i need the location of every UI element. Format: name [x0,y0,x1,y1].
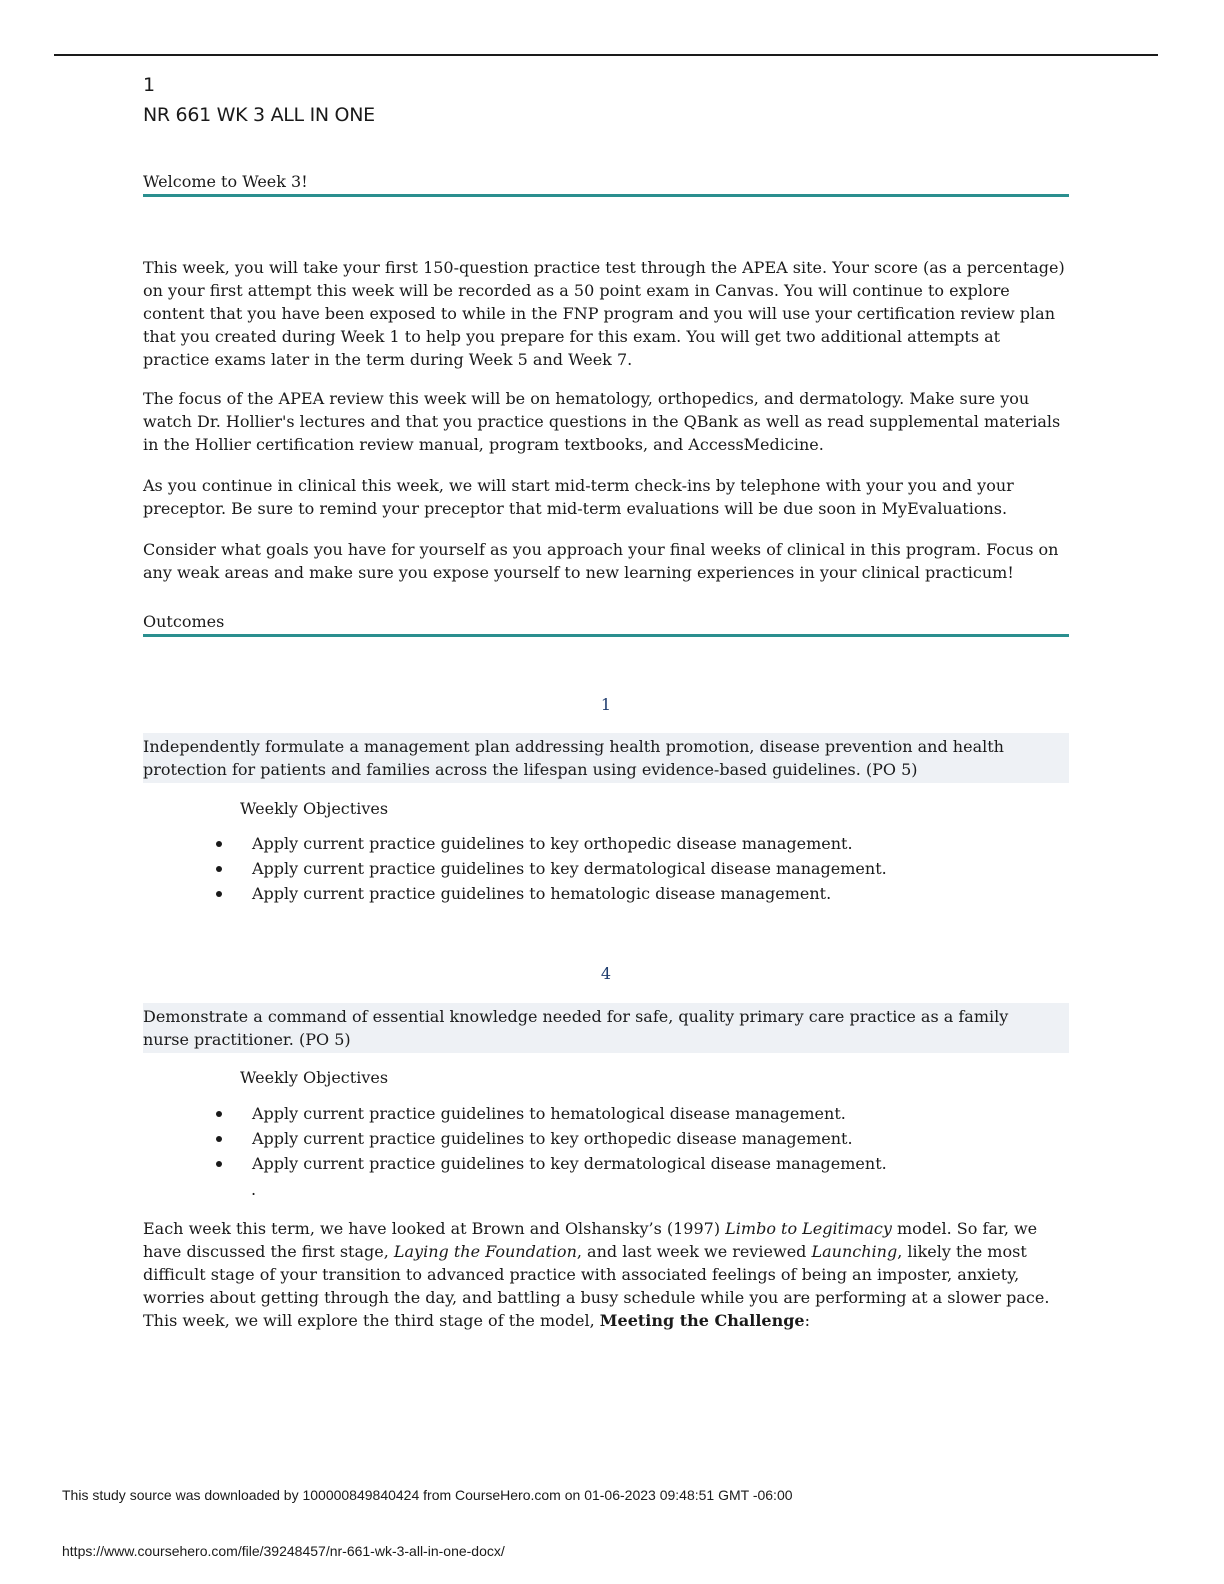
outcome-number: 4 [600,964,612,983]
document-title: NR 661 WK 3 ALL IN ONE [143,104,375,126]
closing-bold-stage: Meeting the Challenge [599,1311,805,1330]
weekly-objectives-heading: Weekly Objectives [240,799,389,818]
outcomes-heading: Outcomes [143,612,1069,637]
objectives-list [212,1101,887,1176]
closing-italic-stage: Laying the Foundation [393,1242,577,1261]
objective-item: Apply current practice guidelines to hematologic disease management. [212,881,887,906]
objective-item: Apply current practice guidelines to key dermatological disease management. [212,856,887,881]
weekly-objectives-heading: Weekly Objectives [240,1068,389,1087]
outcome-text: Independently formulate a management plan addressing health promotion, disease prevention and health protection for patients and families across the lifespan using evidence-based guidelines. (PO 5) [143,733,1069,783]
source-url[interactable]: https://www.coursehero.com/file/39248457/nr-661-wk-3-all-in-one-docx/ [62,1543,505,1559]
objective-item: Apply current practice guidelines to key orthopedic disease management. [212,1126,887,1151]
closing-italic-stage: Launching [811,1242,898,1261]
closing-text: model. So far, we have discussed the first stage, [143,1219,1038,1261]
top-rule [54,54,1158,56]
closing-text: : [804,1311,810,1330]
closing-text: Each week this term, we have looked at Brown and Olshansky’s (1997) [143,1219,726,1238]
objectives-list [212,831,887,906]
outcome-text: Demonstrate a command of essential knowledge needed for safe, quality primary care practice as a family nurse practitioner. (PO 5) [143,1003,1069,1053]
page-number: 1 [143,74,156,96]
outcome-number: 1 [600,695,612,714]
objective-item: Apply current practice guidelines to hematological disease management. [212,1101,887,1126]
closing-paragraph [143,1217,1069,1332]
welcome-paragraph-1: This week, you will take your first 150-question practice test through the APEA site. Your score (as a percentage) on your first attempt this week will be recorded as a 50 point exam in Canvas. You will continue to explore content that you have been exposed to while in the FNP program and you will use your certification review plan that you created during Week 1 to help you prepare for this exam. You will get two additional attempts at practice exams later in the term during Week 5 and Week 7. [143,258,1065,369]
trailing-mark: . [251,1180,257,1199]
closing-text: , likely the most difficult stage of your transition to advanced practice with associated feelings of being an imposter, anxiety, worries about getting through the day, and battling a busy schedule while you are performing at a slower pace. This week, we will explore the third stage of the model, [143,1242,1050,1330]
welcome-paragraph-4: Consider what goals you have for yourself as you approach your final weeks of clinical in this program. Focus on any weak areas and make sure you expose yourself to new learning experiences in your clinical practicum! [143,540,1059,582]
closing-italic-title: Limbo to Legitimacy [725,1219,892,1238]
welcome-heading: Welcome to Week 3! [143,172,1069,197]
closing-text: , and last week we reviewed [576,1242,812,1261]
welcome-paragraph-2: The focus of the APEA review this week will be on hematology, orthopedics, and dermatology. Make sure you watch Dr. Hollier's lectures and that you practice questions in the QBank as well as read supplemental materials in the Hollier certification review manual, program textbooks, and AccessMedicine. [143,389,1061,454]
download-notice: This study source was downloaded by 100000849840424 from CourseHero.com on 01-06-2023 09:48:51 GMT -06:00 [62,1487,793,1503]
objective-item: Apply current practice guidelines to key orthopedic disease management. [212,831,887,856]
objective-item: Apply current practice guidelines to key dermatological disease management. [212,1151,887,1176]
welcome-paragraph-3: As you continue in clinical this week, we will start mid-term check-ins by telephone with your you and your preceptor. Be sure to remind your preceptor that mid-term evaluations will be due soon in MyEvaluations. [143,476,1014,518]
